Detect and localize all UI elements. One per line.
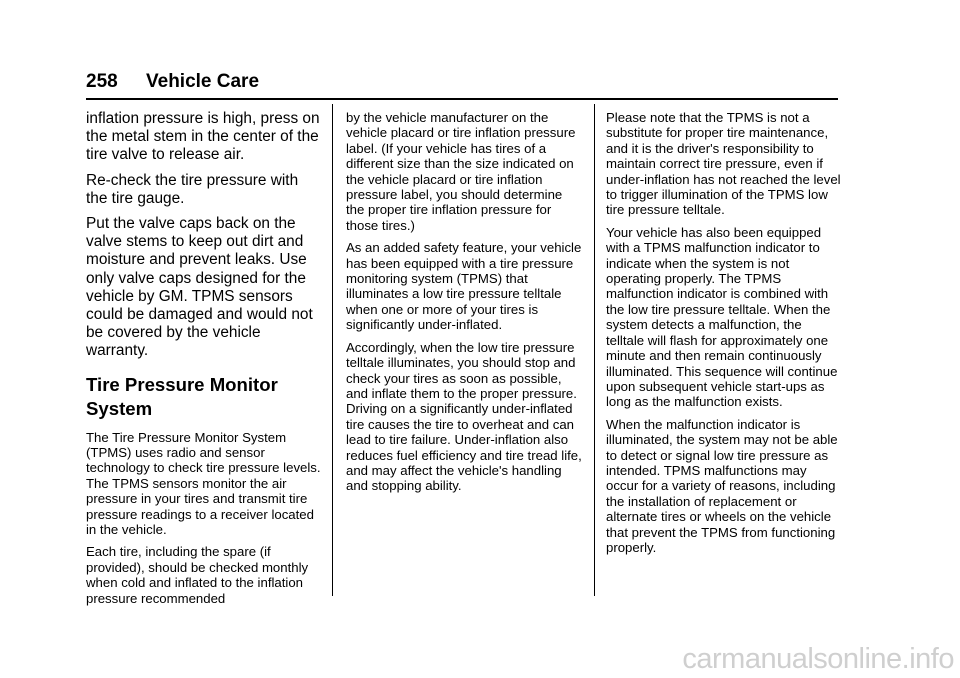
watermark-text: carmanualsonline.info — [682, 643, 954, 675]
column-3 — [606, 110, 842, 562]
page-header — [86, 70, 838, 94]
paragraph: The Tire Pressure Monitor System (TPMS) uses radio and sensor technology to check tire pressure levels. The TPMS sensors monitor the air pressure in your tires and transmit tire pressure readings to a receiver located in the vehicle. — [86, 429, 321, 538]
paragraph: inflation pressure is high, press on the metal stem in the center of the tire valve to release air. — [86, 110, 320, 164]
paragraph: When the malfunction indicator is illuminated, the system may not be able to detect or signal low tire pressure as intended. TPMS malfunctions may occur for a variety of reasons, including the installation of replacement or alternate tires or wheels on the vehicle that prevent the TPMS from functioning properly. — [606, 416, 838, 555]
paragraph: As an added safety feature, your vehicle has been equipped with a tire pressure monitoring system (TPMS) that illuminates a low tire pressure telltale when one or more of your tires is significantly under-inflated. — [346, 240, 582, 333]
paragraph: by the vehicle manufacturer on the vehicle placard or tire inflation pressure label. (If your vehicle has tires of a different size than the size indicated on the vehicle placard or tire inflation pressure label, you should determine the proper tire inflation pressure for those tires.) — [346, 110, 576, 233]
page-number: 258 — [86, 71, 118, 92]
column-divider — [332, 104, 333, 596]
header-rule — [86, 98, 838, 100]
paragraph: Accordingly, when the low tire pressure telltale illuminates, you should stop and check your tires as soon as possible, and inflate them to the proper pressure. Driving on a significantly under-inflated tire causes the tire to overheat and can lead to tire failure. Under-inflation also reduces fuel efficiency and tire tread life, and may affect the vehicle's handling and stopping ability. — [346, 339, 582, 494]
column-divider — [594, 104, 595, 596]
paragraph: Re-check the tire pressure with the tire gauge. — [86, 171, 299, 207]
instructions-block — [86, 110, 322, 361]
paragraph: Put the valve caps back on the valve stems to keep out dirt and moisture and prevent leaks. Use only valve caps designed for the vehicle by GM. TPMS sensors could be damaged and would not be covered by the vehicle warranty. — [86, 215, 313, 360]
paragraph: Please note that the TPMS is not a substitute for proper tire maintenance, and it is the driver's responsibility to maintain correct tire pressure, even if under-inflation has not reached the level to trigger illumination of the TPMS low tire pressure telltale. — [606, 110, 841, 218]
paragraph: Each tire, including the spare (if provided), should be checked monthly when cold and inflated to the inflation pressure recommended — [86, 544, 309, 606]
column-2 — [346, 110, 582, 501]
body-block — [86, 430, 322, 606]
paragraph: Your vehicle has also been equipped with a TPMS malfunction indicator to indicate when the system is not operating properly. The TPMS malfunction indicator is combined with the low tire pressure telltale. When the system detects a malfunction, the telltale will flash for approximately one minute and then remain continuously illuminated. This sequence will continue upon subsequent vehicle start-ups as long as the malfunction exists. — [606, 224, 838, 410]
column-1 — [86, 110, 322, 613]
section-title: Vehicle Care — [146, 71, 260, 92]
section-heading: Tire Pressure Monitor System — [86, 373, 278, 419]
